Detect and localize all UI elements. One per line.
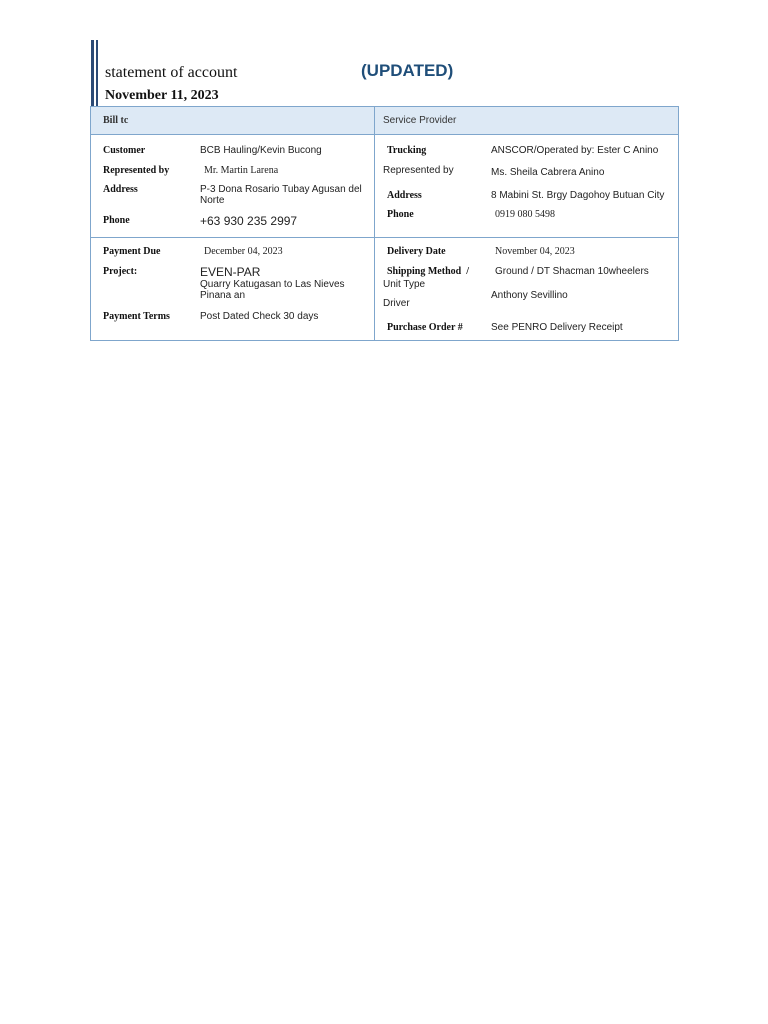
payment-due-label: Payment Due (103, 246, 161, 257)
accent-bar-left (91, 40, 94, 106)
service-provider-heading: Service Provider (383, 115, 457, 126)
account-details-table (90, 106, 679, 341)
bill-address-label: Address (103, 184, 138, 195)
sp-address-value: 8 Mabini St. Brgy Dagohoy Butuan City (491, 190, 665, 201)
sp-represented-by-label: Represented by (383, 165, 454, 176)
document-title: statement of account (105, 64, 238, 81)
payment-due-value: December 04, 2023 (204, 246, 283, 257)
payment-terms-label: Payment Terms (103, 311, 170, 322)
sp-address-label: Address (387, 190, 422, 201)
row-divider (91, 237, 678, 238)
updated-badge: (UPDATED) (361, 61, 454, 80)
trucking-value: ANSCOR/Operated by: Ester C Anino (491, 145, 659, 156)
payment-terms-value: Post Dated Check 30 days (200, 311, 319, 322)
trucking-label: Trucking (387, 145, 427, 156)
driver-value: Anthony Sevillino (491, 290, 568, 301)
purchase-order-value: See PENRO Delivery Receipt (491, 322, 623, 333)
shipping-method-value: Ground / DT Shacman 10wheelers (495, 266, 649, 277)
sp-phone-label: Phone (387, 209, 414, 220)
customer-label: Customer (103, 145, 146, 156)
bill-phone-label: Phone (103, 215, 130, 226)
bill-to-heading: Bill tc (103, 115, 129, 126)
delivery-date-label: Delivery Date (387, 246, 446, 257)
column-divider (374, 107, 375, 340)
project-detail: Quarry Katugasan to Las Nieves Pinana an (200, 279, 345, 301)
driver-label: Driver (383, 298, 410, 309)
sp-phone-value: 0919 080 5498 (495, 209, 555, 220)
accent-bar-right (96, 40, 98, 106)
delivery-date-value: November 04, 2023 (495, 246, 575, 257)
bill-phone-value: +63 930 235 2997 (200, 214, 298, 228)
sp-represented-by-value: Ms. Sheila Cabrera Anino (491, 167, 605, 178)
customer-value: BCB Hauling/Kevin Bucong (200, 145, 322, 156)
purchase-order-label: Purchase Order # (387, 322, 463, 333)
project-label: Project: (103, 266, 138, 277)
project-name: EVEN-PAR (200, 265, 261, 279)
statement-date: November 11, 2023 (105, 88, 219, 103)
shipping-method-label: Shipping Method / (387, 266, 469, 277)
bill-represented-by-value: Mr. Martin Larena (204, 165, 279, 176)
bill-represented-by-label: Represented by (103, 165, 170, 176)
bill-address-value: P-3 Dona Rosario Tubay Agusan del Norte (200, 184, 362, 206)
unit-type-label: Unit Type (383, 279, 426, 290)
